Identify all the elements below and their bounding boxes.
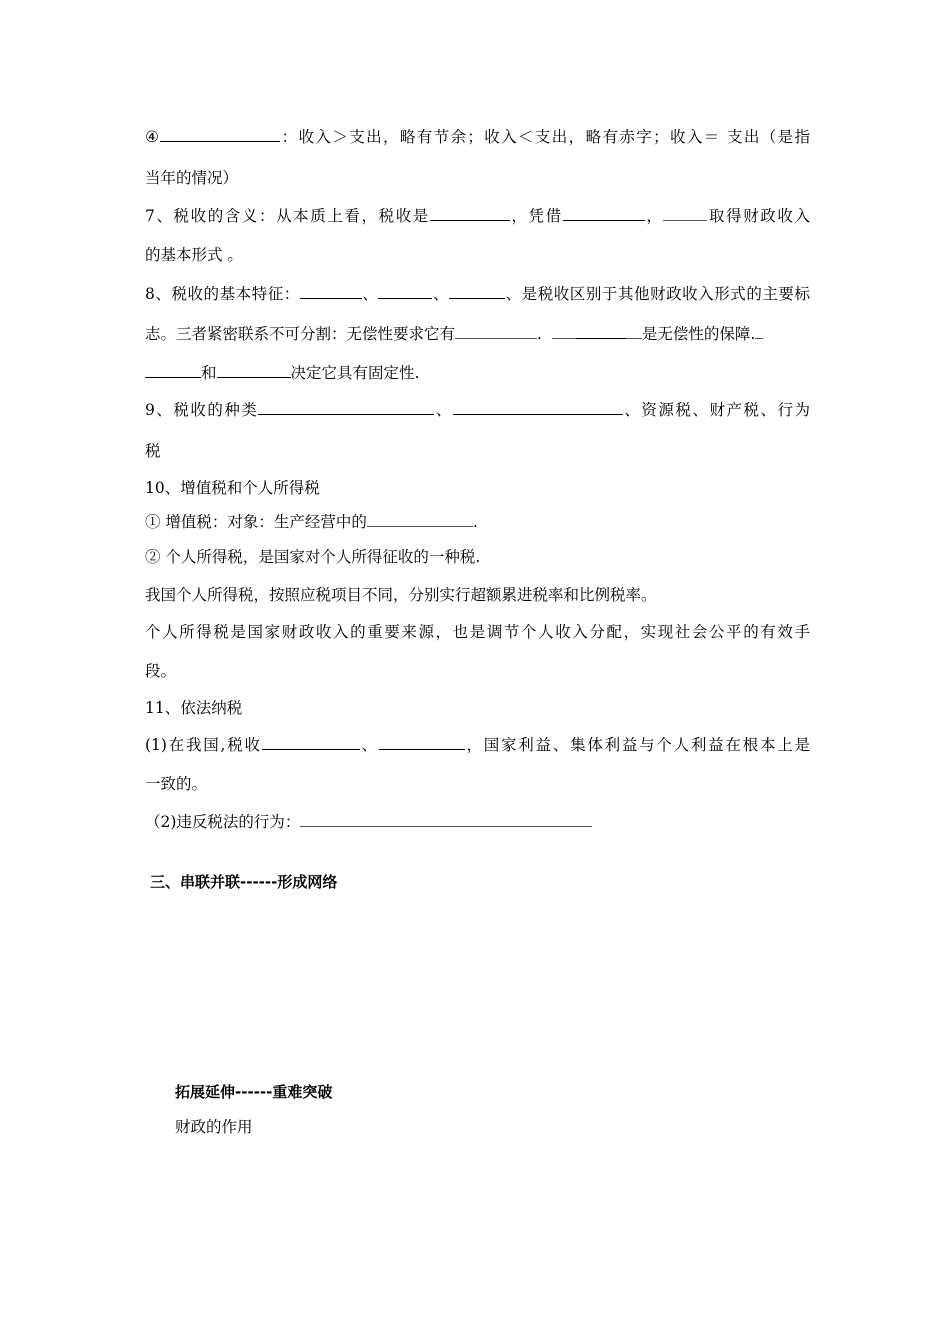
q7-line-1 xyxy=(145,204,810,228)
q8-line-1 xyxy=(145,282,810,306)
fill-blank[interactable] xyxy=(626,322,642,339)
fill-blank[interactable] xyxy=(379,733,465,750)
q11-text: 、 xyxy=(359,736,379,754)
q10-text: . xyxy=(472,513,478,531)
fill-blank[interactable] xyxy=(258,398,434,415)
fill-blank[interactable] xyxy=(449,282,505,299)
fill-blank[interactable] xyxy=(378,282,432,299)
q9-text: 、 xyxy=(434,401,453,419)
q8-text: 是无偿性的保障. xyxy=(641,325,756,343)
fill-blank[interactable] xyxy=(160,125,280,142)
q7-text: 取得财政收入 xyxy=(707,207,810,225)
q10-text: ① 增值税：对象：生产经营中的 xyxy=(145,513,367,531)
budget-line-1 xyxy=(145,125,810,149)
fill-blank[interactable] xyxy=(663,204,707,221)
q8-text: . xyxy=(537,325,542,343)
budget-line-2: 当年的情况） xyxy=(145,169,239,187)
extension-text: 财政的作用 xyxy=(175,1118,253,1136)
fill-blank[interactable] xyxy=(262,733,360,750)
fill-blank[interactable] xyxy=(300,282,362,299)
q11-text: ，国家利益、集体利益与个人利益在根本上是 xyxy=(464,736,810,754)
q8-text: 、 xyxy=(361,285,379,303)
q11-item-1 xyxy=(145,733,810,757)
q11-title: 11、依法纳税 xyxy=(145,699,243,717)
q8-text: 和 xyxy=(201,364,217,382)
fill-blank[interactable] xyxy=(367,510,473,527)
q7-text: 7、税收的含义：从本质上看，税收是 xyxy=(145,207,430,225)
q11-item-1-continued: 一致的。 xyxy=(145,775,208,793)
q10-item-2: ② 个人所得税，是国家对个人所得征收的一种税. xyxy=(145,548,481,566)
extension-heading: 拓展延伸------重难突破 xyxy=(175,1083,333,1101)
budget-description: ：收入＞支出，略有节余；收入＜支出，略有赤字；收入＝ 支出（是指 xyxy=(280,128,810,146)
q8-text: 8、税收的基本特征： xyxy=(145,285,300,303)
fill-blank[interactable] xyxy=(217,361,291,378)
q8-text: 志。三者紧密联系不可分割：无偿性要求它有 xyxy=(145,325,456,343)
fill-blank[interactable] xyxy=(755,322,763,339)
q10-paragraph-3: 段。 xyxy=(145,662,177,680)
fill-blank[interactable] xyxy=(300,810,592,827)
q9-line-1 xyxy=(145,398,810,422)
q9-line-2: 税 xyxy=(145,442,161,460)
fill-blank[interactable] xyxy=(563,204,645,221)
q10-paragraph-1: 我国个人所得税，按照应税项目不同，分别实行超额累进税率和比例税率。 xyxy=(145,586,657,604)
q9-text: 9、税收的种类 xyxy=(145,401,259,419)
q10-title: 10、增值税和个人所得税 xyxy=(145,479,320,497)
fill-blank[interactable] xyxy=(145,361,201,378)
section-3-heading: 三、串联并联------形成网络 xyxy=(150,873,338,891)
fill-blank[interactable] xyxy=(576,322,626,339)
fill-blank[interactable] xyxy=(455,322,537,339)
q8-line-2 xyxy=(145,322,810,346)
circled-number: ④ xyxy=(145,128,161,146)
q8-text: 、 xyxy=(432,285,450,303)
q7-text: ， xyxy=(644,207,664,225)
q11-text: (1)在我国,税收 xyxy=(145,736,262,754)
fill-blank[interactable] xyxy=(552,322,576,339)
q7-line-2: 的基本形式 。 xyxy=(145,246,243,264)
q7-text: ，凭借 xyxy=(509,207,563,225)
fill-blank[interactable] xyxy=(453,398,623,415)
q11-text: （2)违反税法的行为： xyxy=(145,813,301,831)
q10-item-1 xyxy=(145,510,810,534)
q9-text: 、资源税、财产税、行为 xyxy=(622,401,810,419)
q8-text: 、是税收区别于其他财政收入形式的主要标 xyxy=(505,285,810,303)
fill-blank[interactable] xyxy=(430,204,510,221)
q11-item-2 xyxy=(145,810,810,834)
q8-text: 决定它具有固定性. xyxy=(290,364,420,382)
q8-line-3 xyxy=(145,361,810,385)
q10-paragraph-2: 个人所得税是国家财政收入的重要来源，也是调节个人收入分配，实现社会公平的有效手 xyxy=(145,623,810,641)
